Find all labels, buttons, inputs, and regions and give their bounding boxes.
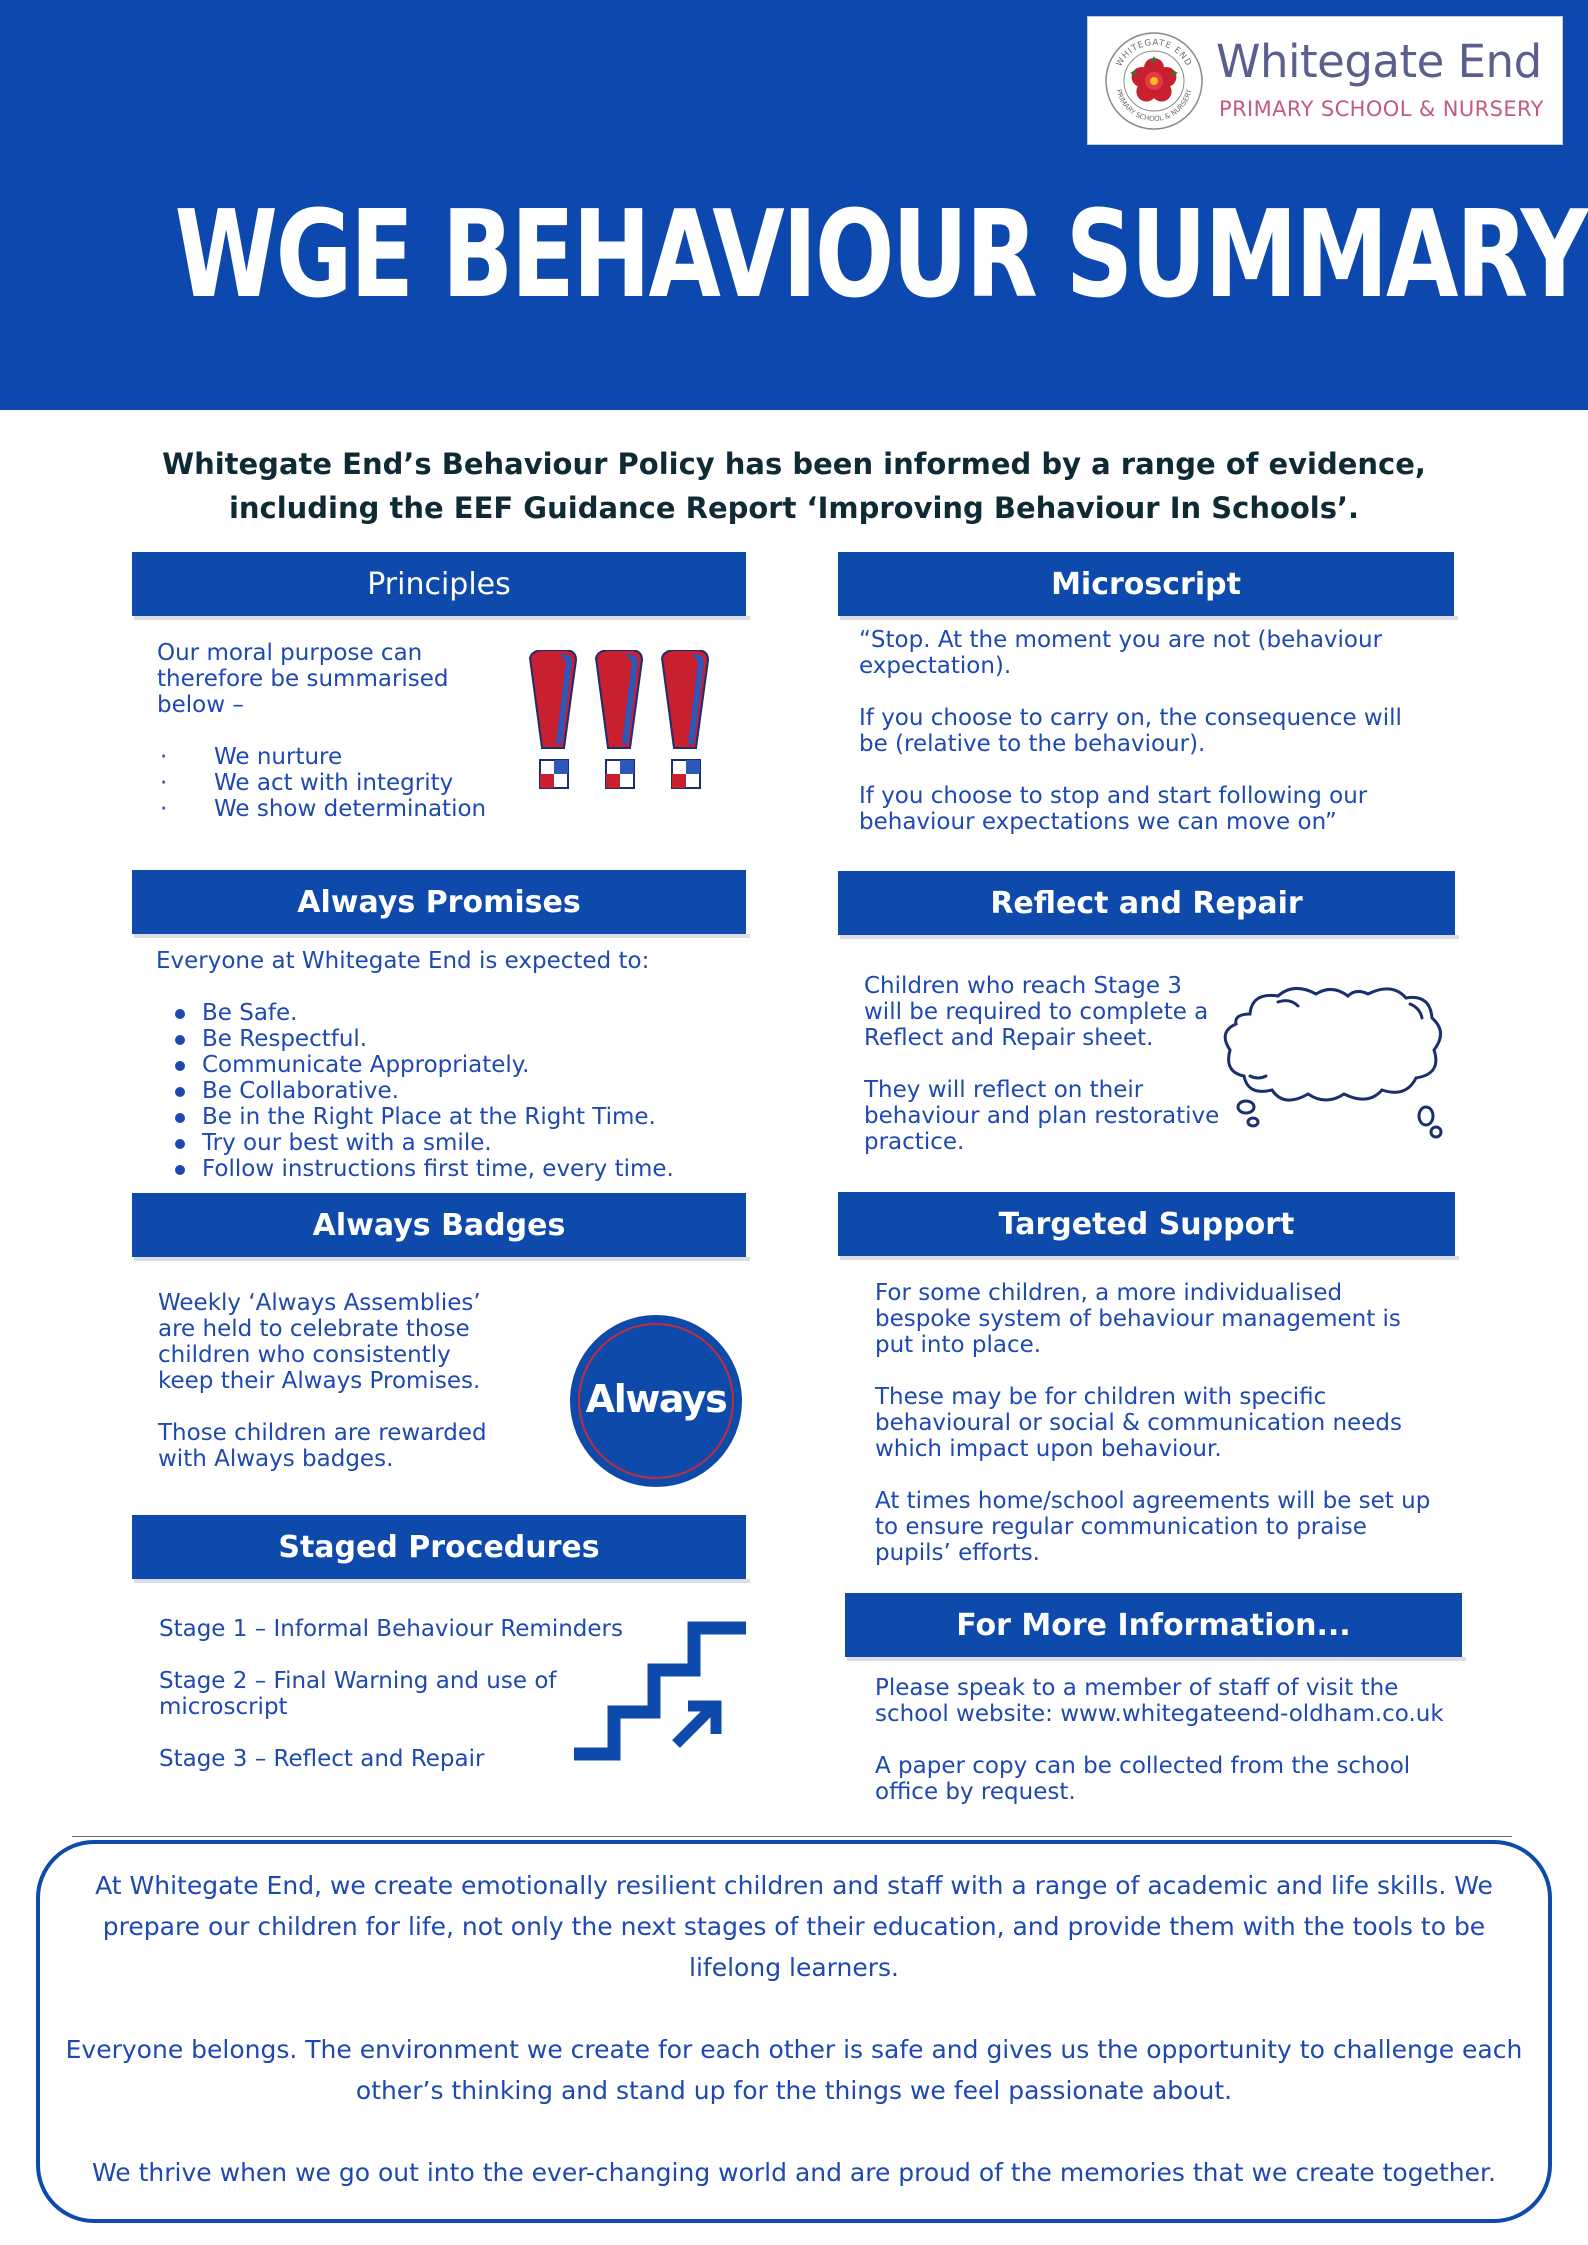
text-line: behavioural or social & communication needs bbox=[875, 1410, 1402, 1436]
text-line: Stage 2 – Final Warning and use of bbox=[159, 1668, 557, 1694]
text-line: Our moral purpose can bbox=[157, 640, 423, 666]
paragraph bbox=[875, 1488, 1495, 1566]
stage-item bbox=[159, 1668, 629, 1720]
microscript-heading bbox=[838, 552, 1454, 616]
exclamation-marks-icon bbox=[524, 650, 724, 796]
always-badges-heading bbox=[132, 1193, 746, 1257]
paragraph bbox=[864, 973, 1244, 1051]
text-line: They will reflect on their bbox=[864, 1077, 1144, 1103]
school-subtitle: PRIMARY SCHOOL & NURSERY bbox=[1219, 97, 1544, 121]
text-line: If you choose to carry on, the consequence will bbox=[859, 705, 1402, 731]
list-item: Be Safe. bbox=[156, 1000, 756, 1026]
microscript-body bbox=[859, 627, 1479, 835]
paragraph bbox=[158, 1290, 558, 1394]
text-line: to ensure regular communication to praise bbox=[875, 1514, 1367, 1540]
intro-line: Whitegate End’s Behaviour Policy has been informed by a range of evidence, bbox=[162, 447, 1426, 481]
more-info-heading bbox=[845, 1593, 1462, 1657]
divider bbox=[72, 1836, 1512, 1837]
intro-statement bbox=[0, 442, 1588, 530]
paragraph bbox=[875, 1753, 1515, 1805]
seal-text-top: WHITEGATE END bbox=[1114, 37, 1194, 69]
thought-cloud-icon bbox=[1220, 980, 1450, 1142]
text-line: Reflect and Repair sheet. bbox=[864, 1025, 1154, 1051]
text-line: These may be for children with specific bbox=[875, 1384, 1327, 1410]
targeted-support-heading bbox=[838, 1192, 1455, 1256]
page-title: WGE BEHAVIOUR SUMMARY bbox=[174, 186, 1587, 325]
paragraph bbox=[859, 705, 1479, 757]
list-item: Communicate Appropriately. bbox=[156, 1052, 756, 1078]
school-name: Whitegate End bbox=[1216, 35, 1542, 88]
school-logo bbox=[1087, 16, 1563, 145]
text-line: Stage 1 – Informal Behaviour Reminders bbox=[159, 1616, 623, 1642]
text-line: “Stop. At the moment you are not (behaviour bbox=[859, 627, 1383, 653]
badge-word: Always bbox=[585, 1377, 727, 1421]
always-badges-body bbox=[158, 1290, 558, 1472]
stage-item bbox=[159, 1616, 629, 1642]
reflect-repair-heading bbox=[838, 871, 1455, 935]
text-line: Weekly ‘Always Assemblies’ bbox=[158, 1290, 481, 1316]
stairs-arrow-icon bbox=[572, 1620, 750, 1768]
list-item: · We nurture bbox=[157, 744, 537, 770]
more-info-body bbox=[875, 1675, 1515, 1805]
text-line: At Whitegate End, we create emotionally resilient children and staff with a range of academic and life skills. We bbox=[95, 1871, 1493, 1900]
always-badge-icon bbox=[570, 1315, 742, 1487]
more-info-heading-label: For More Information... bbox=[956, 1607, 1351, 1643]
text-line: behaviour and plan restorative bbox=[864, 1103, 1220, 1129]
paragraph bbox=[875, 1280, 1495, 1358]
staged-procedures-heading bbox=[132, 1515, 746, 1579]
paragraph bbox=[60, 1865, 1528, 1988]
school-seal-icon bbox=[1104, 31, 1204, 131]
list-item: · We show determination bbox=[157, 796, 537, 822]
principles-list bbox=[157, 744, 537, 822]
paragraph bbox=[864, 1077, 1244, 1155]
text-line: Everyone belongs. The environment we create for each other is safe and gives us the opportunity to challenge each bbox=[65, 2035, 1523, 2064]
text-line: will be required to complete a bbox=[864, 999, 1209, 1025]
list-item: Try our best with a smile. bbox=[156, 1130, 756, 1156]
always-promises-body bbox=[156, 948, 756, 1182]
list-item: Be Respectful. bbox=[156, 1026, 756, 1052]
principles-heading bbox=[132, 552, 746, 616]
always-promises-heading bbox=[132, 870, 746, 934]
text-line: therefore be summarised bbox=[157, 666, 449, 692]
list-item: · We act with integrity bbox=[157, 770, 537, 796]
text-line: Please speak to a member of staff of visit the bbox=[875, 1675, 1399, 1701]
text-line: keep their Always Promises. bbox=[158, 1368, 481, 1394]
always-promises-list bbox=[156, 1000, 756, 1182]
text-line: Those children are rewarded bbox=[158, 1420, 487, 1446]
staged-procedures-heading-label: Staged Procedures bbox=[278, 1529, 600, 1565]
intro-line: including the EEF Guidance Report ‘Improving Behaviour In Schools’. bbox=[228, 491, 1360, 525]
list-item: Follow instructions first time, every time. bbox=[156, 1156, 756, 1182]
staged-procedures-body bbox=[159, 1616, 629, 1772]
text-line: For some children, a more individualised bbox=[875, 1280, 1343, 1306]
principles-intro bbox=[157, 640, 537, 718]
list-item: Be Collaborative. bbox=[156, 1078, 756, 1104]
text-line: other’s thinking and stand up for the things we feel passionate about. bbox=[355, 2076, 1233, 2105]
text-line: If you choose to stop and start following our bbox=[859, 783, 1368, 809]
reflect-repair-body bbox=[864, 973, 1244, 1155]
targeted-support-body bbox=[875, 1280, 1495, 1566]
paragraph bbox=[158, 1420, 558, 1472]
paragraph bbox=[60, 2152, 1528, 2193]
text-line: Stage 3 – Reflect and Repair bbox=[159, 1746, 485, 1772]
targeted-support-heading-label: Targeted Support bbox=[998, 1206, 1295, 1242]
text-line: which impact upon behaviour. bbox=[875, 1436, 1222, 1462]
always-promises-intro: Everyone at Whitegate End is expected to: bbox=[156, 948, 650, 974]
text-line: bespoke system of behaviour management is bbox=[875, 1306, 1401, 1332]
principles-heading-label: Principles bbox=[367, 566, 511, 602]
paragraph bbox=[875, 1384, 1495, 1462]
seal-text-bottom: PRIMARY SCHOOL & NURSERY bbox=[1114, 88, 1194, 124]
microscript-heading-label: Microscript bbox=[1051, 566, 1241, 602]
always-badges-heading-label: Always Badges bbox=[312, 1207, 566, 1243]
text-line: behaviour expectations we can move on” bbox=[859, 809, 1337, 835]
principles-body bbox=[157, 640, 537, 822]
paragraph bbox=[859, 783, 1479, 835]
ethos-statement bbox=[60, 1865, 1528, 2193]
text-line: are held to celebrate those bbox=[158, 1316, 470, 1342]
reflect-repair-heading-label: Reflect and Repair bbox=[990, 885, 1303, 921]
text-line: put into place. bbox=[875, 1332, 1042, 1358]
text-line: A paper copy can be collected from the school bbox=[875, 1753, 1411, 1779]
text-line: Children who reach Stage 3 bbox=[864, 973, 1182, 999]
text-line: be (relative to the behaviour). bbox=[859, 731, 1206, 757]
paragraph bbox=[859, 627, 1479, 679]
paragraph bbox=[60, 2029, 1528, 2111]
text-line: pupils’ efforts. bbox=[875, 1540, 1040, 1566]
text-line: prepare our children for life, not only the next stages of their education, and provide them with the tools to be bbox=[102, 1912, 1486, 1941]
text-line: expectation). bbox=[859, 653, 1012, 679]
text-line: We thrive when we go out into the ever-changing world and are proud of the memories that we create together. bbox=[92, 2158, 1496, 2187]
text-line: At times home/school agreements will be set up bbox=[875, 1488, 1431, 1514]
text-line: lifelong learners. bbox=[689, 1953, 899, 1982]
text-line: microscript bbox=[159, 1694, 288, 1720]
website-link[interactable]: school website: www.whitegateend-oldham.co.uk bbox=[875, 1701, 1444, 1727]
paragraph bbox=[875, 1675, 1515, 1727]
list-item: Be in the Right Place at the Right Time. bbox=[156, 1104, 756, 1130]
text-line: with Always badges. bbox=[158, 1446, 394, 1472]
text-line: below – bbox=[157, 692, 244, 718]
text-line: office by request. bbox=[875, 1779, 1076, 1805]
text-line: practice. bbox=[864, 1129, 965, 1155]
always-promises-heading-label: Always Promises bbox=[297, 884, 581, 920]
text-line: children who consistently bbox=[158, 1342, 451, 1368]
stage-item bbox=[159, 1746, 629, 1772]
